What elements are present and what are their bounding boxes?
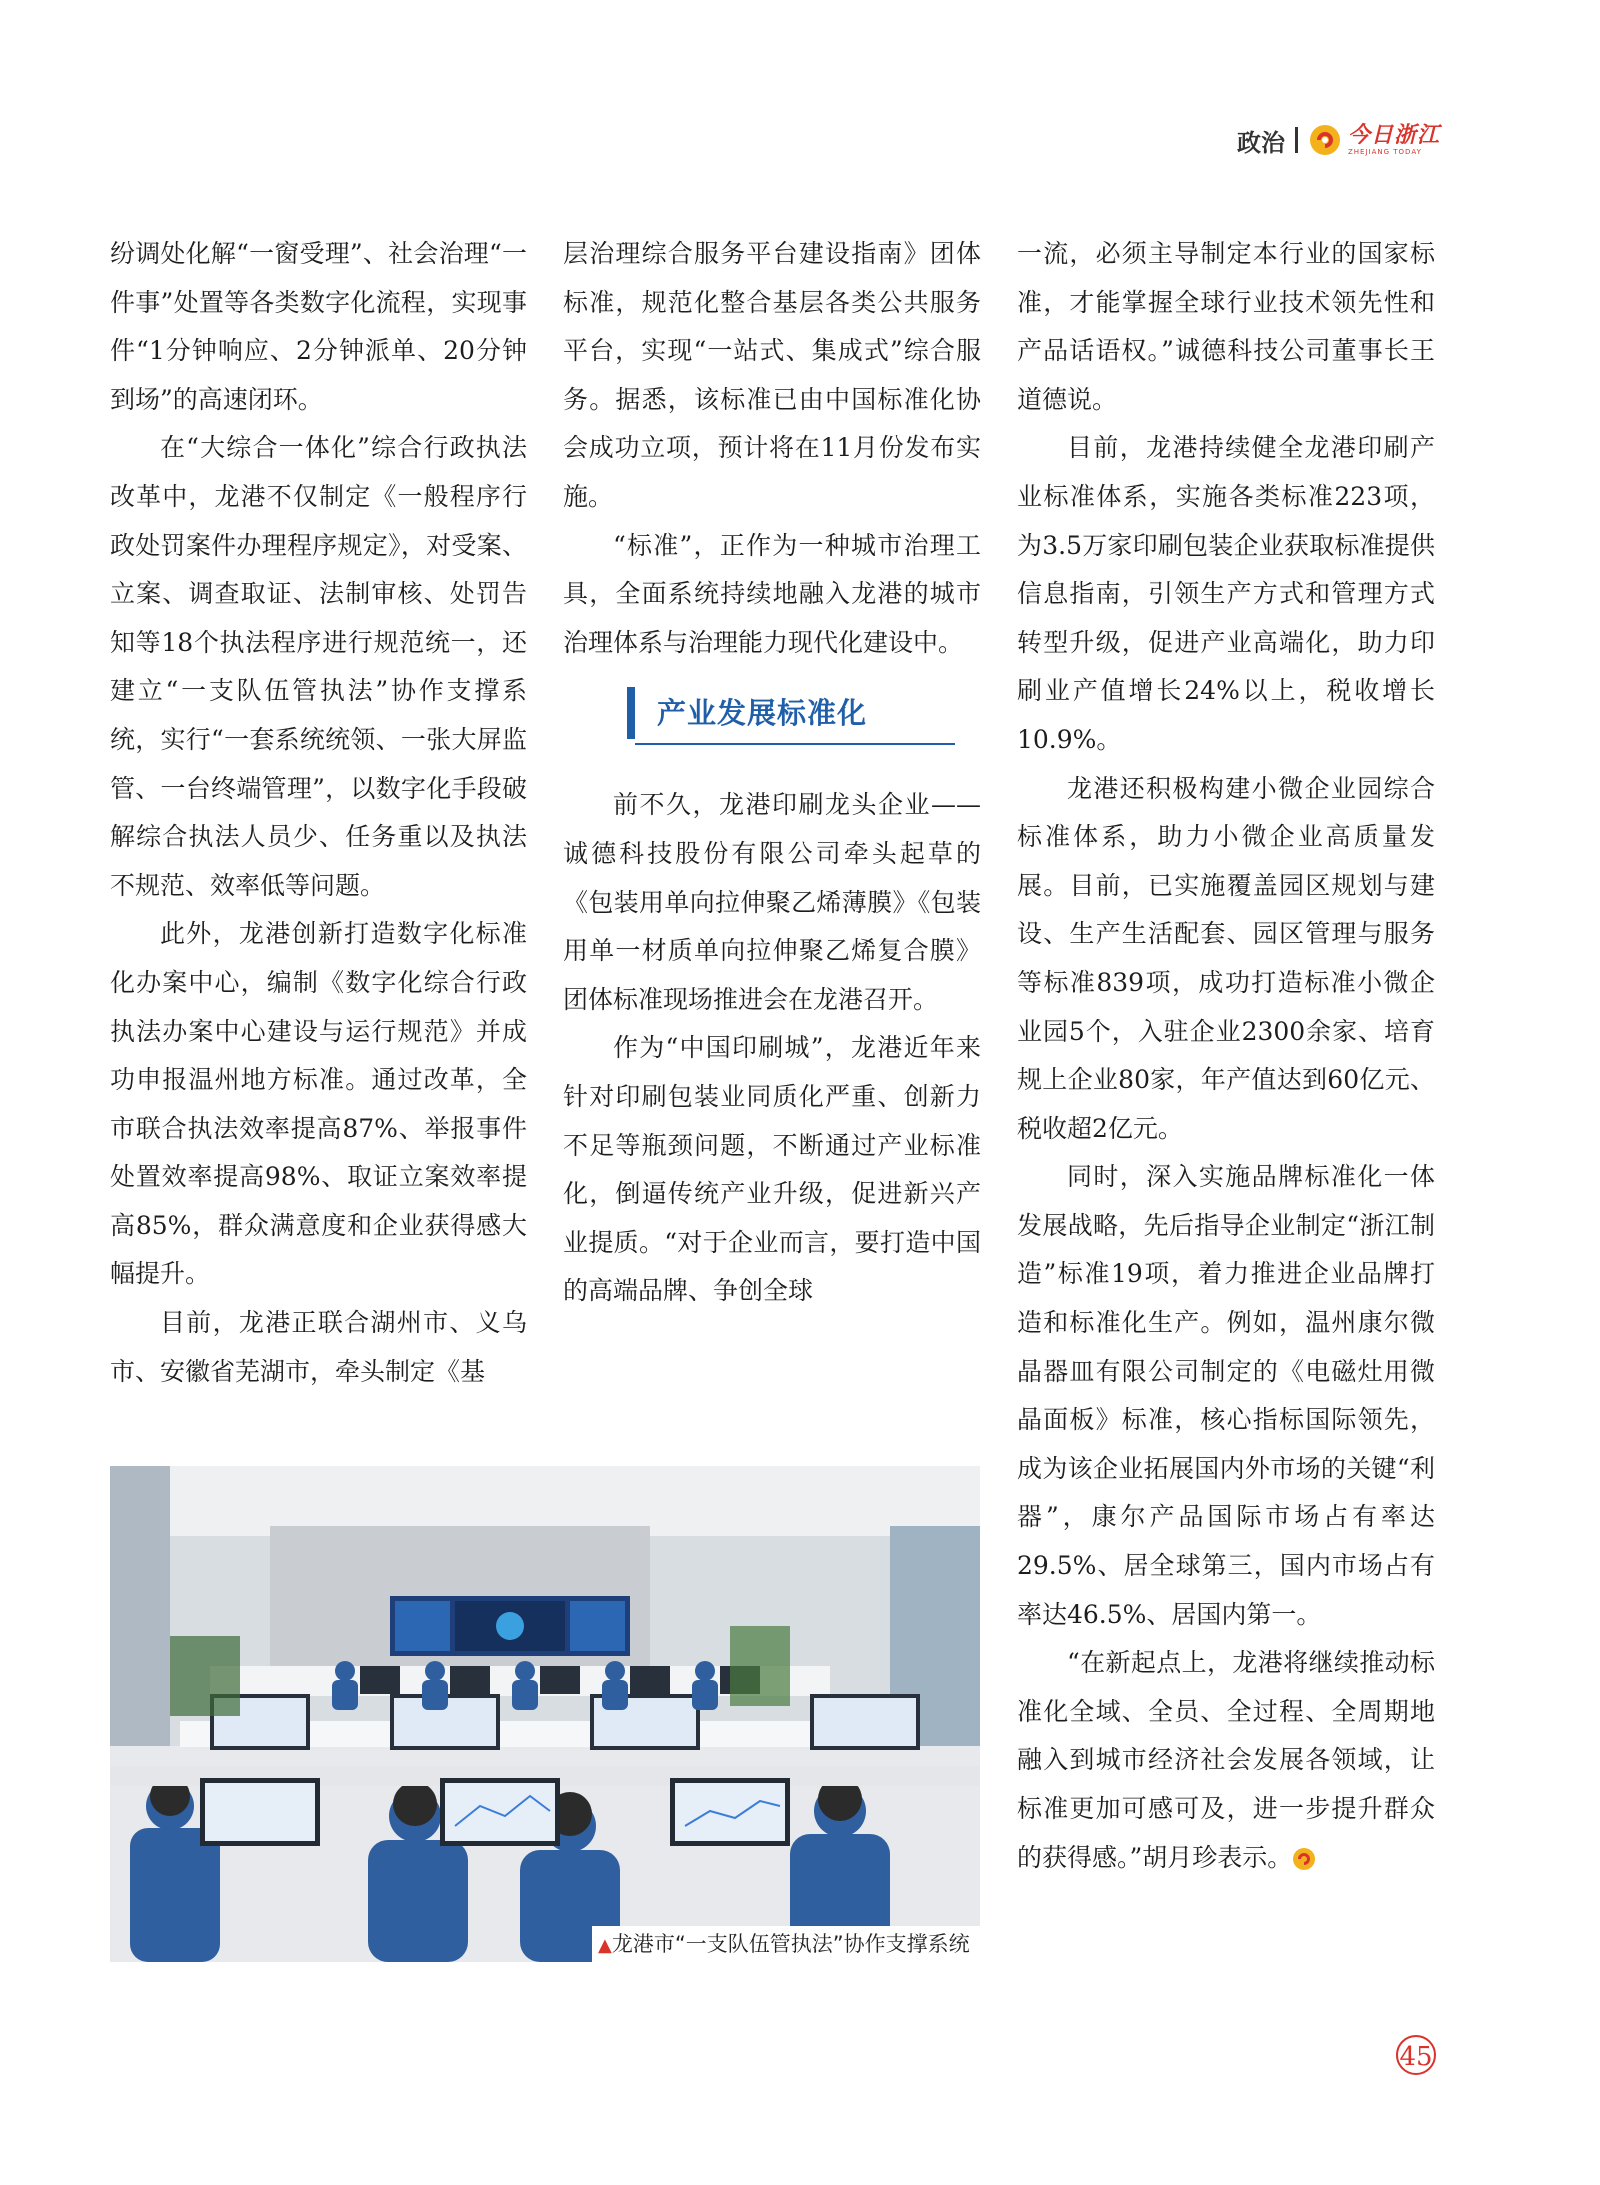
photo-caption-text: 龙港市“一支队伍管执法”协作支撑系统	[611, 1932, 970, 1956]
page-header	[1237, 118, 1440, 162]
header-divider	[1295, 127, 1298, 153]
command-center-photo	[110, 1466, 980, 1962]
paragraph: 龙港还积极构建小微企业园综合标准体系，助力小微企业高质量发展。目前，已实施覆盖园区规划与建设、生产生活配套、园区管理与服务等标准839项，成功打造标准小微企业园5个，入驻企业2300余家、培育规上企业80家，年产值达到60亿元、税收超2亿元。	[1017, 773, 1435, 1143]
paragraph: 此外，龙港创新打造数字化标准化办案中心，编制《数字化综合行政执法办案中心建设与运行规范》并成功申报温州地方标准。通过改革，全市联合执法效率提高87%、举报事件处置效率提高98%、取证立案效率提高85%，群众满意度和企业获得感大幅提升。	[110, 919, 527, 1289]
paragraph: 纷调处化解“一窗受理”、社会治理“一件事”处置等各类数字化流程，实现事件“1分钟响应、2分钟派单、20分钟到场”的高速闭环。	[110, 239, 527, 414]
article-end-logo-icon	[1292, 1847, 1316, 1871]
photo-illustration	[110, 1466, 980, 1962]
paragraph: 在“大综合一体化”综合行政执法改革中，龙港不仅制定《一般程序行政处罚案件办理程序规定》，对受案、立案、调查取证、法制审核、处罚告知等18个执法程序进行规范统一，还建立“一支队伍管执法”协作支撑系统，实行“一套系统统领、一张大屏监管、一台终端管理”，以数字化手段破解综合执法人员少、任务重以及执法不规范、效率低等问题。	[110, 433, 527, 900]
logo-chinese-text: 今日浙江	[1347, 122, 1440, 148]
paragraph: 前不久，龙港印刷龙头企业——诚德科技股份有限公司牵头起草的《包装用单向拉伸聚乙烯薄膜》《包装用单一材质单向拉伸聚乙烯复合膜》团体标准现场推进会在龙港召开。	[563, 790, 981, 1014]
paragraph: 同时，深入实施品牌标准化一体发展战略，先后指导企业制定“浙江制造”标准19项，着力推进企业品牌打造和标准化生产。例如，温州康尔微晶器皿有限公司制定的《电磁灶用微晶面板》标准，核心指标国际领先，成为该企业拓展国内外市场的关键“利器”，康尔产品国际市场占有率达29.5%、居全球第三，国内市场占有率达46.5%、居国内第一。	[1017, 1162, 1435, 1629]
article-column-3	[1017, 230, 1435, 1882]
section-heading	[627, 687, 967, 739]
article-column-2	[563, 230, 981, 1316]
section-label: 政治	[1236, 128, 1285, 157]
magazine-logo	[1308, 123, 1440, 157]
logo-swirl-icon	[1308, 123, 1342, 157]
photo-caption	[592, 1926, 980, 1962]
closing-paragraph-text: “在新起点上，龙港将继续推动标准化全域、全员、全过程、全周期地融入到城市经济社会发展各领域，让标准更加可感可及，进一步提升群众的获得感。”胡月珍表示。	[1017, 1648, 1435, 1872]
heading-underline	[635, 743, 955, 745]
page-number: 45	[1396, 2035, 1436, 2075]
paragraph: 目前，龙港正联合湖州市、义乌市、安徽省芜湖市，牵头制定《基	[110, 1308, 527, 1386]
logo-english-text: ZHEJIANG TODAY	[1347, 147, 1422, 156]
paragraph	[1017, 1639, 1435, 1882]
heading-accent-bar	[627, 687, 635, 739]
paragraph: 目前，龙港持续健全龙港印刷产业标准体系，实施各类标准223项，为3.5万家印刷包装企业获取标准提供信息指南，引领生产方式和管理方式转型升级，促进产业高端化，助力印刷业产值增长24%以上，税收增长10.9%。	[1017, 433, 1435, 754]
paragraph: “标准”，正作为一种城市治理工具，全面系统持续地融入龙港的城市治理体系与治理能力现代化建设中。	[563, 530, 981, 657]
paragraph: 作为“中国印刷城”，龙港近年来针对印刷包装业同质化严重、创新力不足等瓶颈问题，不断通过产业标准化，倒逼传统产业升级，促进新兴产业提质。“对于企业而言，要打造中国的高端品牌、争创全球	[563, 1033, 981, 1306]
caption-triangle-icon: ▲	[598, 1935, 612, 1956]
paragraph: 一流，必须主导制定本行业的国家标准，才能掌握全球行业技术领先性和产品话语权。”诚德科技公司董事长王道德说。	[1017, 239, 1435, 414]
paragraph: 层治理综合服务平台建设指南》团体标准，规范化整合基层各类公共服务平台，实现“一站式、集成式”综合服务。据悉，该标准已由中国标准化协会成功立项，预计将在11月份发布实施。	[563, 239, 981, 511]
section-heading-text: 产业发展标准化	[657, 696, 868, 731]
article-column-1	[110, 230, 527, 1396]
